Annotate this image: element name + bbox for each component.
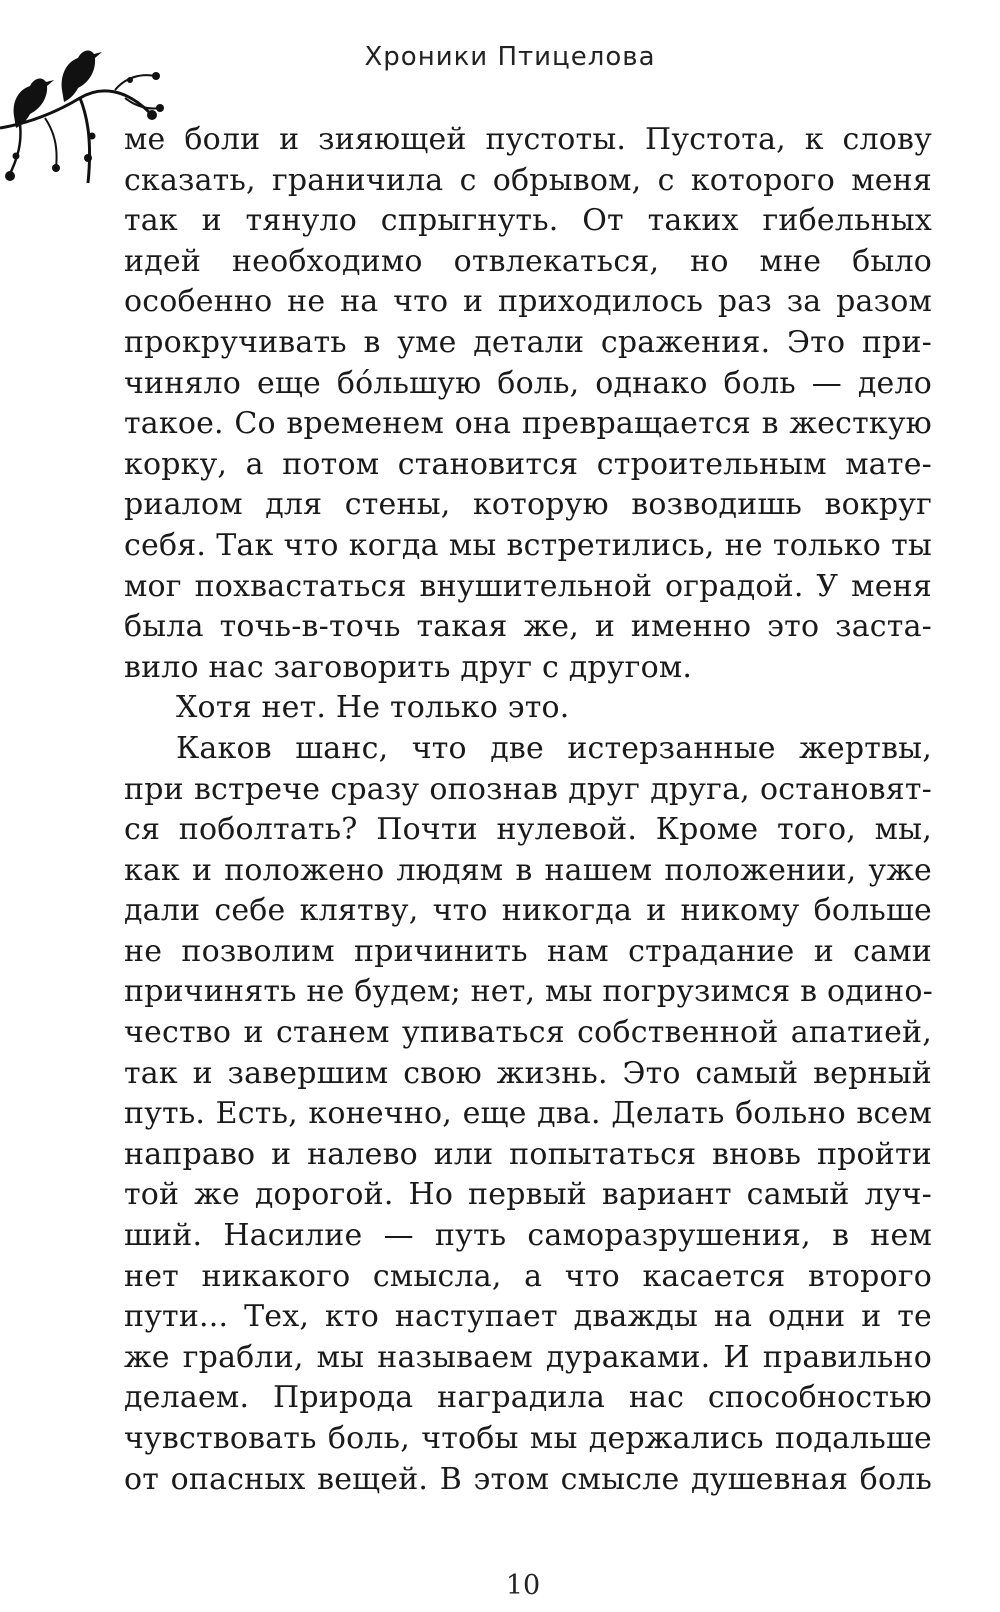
text-line: ся поболтать? Почти нулевой. Кроме того, мы, — [124, 812, 932, 848]
text-line: чиняло еще бóльшую боль, однако боль — дело — [124, 365, 932, 401]
text-line: так и тянуло спрыгнуть. От таких гибельных — [124, 203, 932, 239]
text-line: прокручивать в уме детали сражения. Это при- — [124, 324, 932, 360]
text-line: так и завершим свою жизнь. Это самый верный — [124, 1055, 932, 1091]
text-line: сказать, граничила с обрывом, с которого меня — [124, 162, 932, 198]
text-line: от опасных вещей. В этом смысле душевная боль — [124, 1461, 932, 1497]
text-line: не позволим причинить нам страдание и сами — [124, 933, 932, 969]
text-line: Хотя нет. Не только это. — [176, 690, 570, 726]
text-line: пути... Тех, кто наступает дважды на одни и те — [124, 1299, 932, 1335]
text-line: делаем. Природа наградила нас способностью — [124, 1380, 932, 1416]
text-line: путь. Есть, конечно, еще два. Делать больно всем — [124, 1096, 932, 1132]
text-line: же грабли, мы называем дураками. И правильно — [124, 1339, 932, 1375]
text-line: направо и налево или попытаться вновь пройти — [124, 1136, 932, 1172]
text-line: вило нас заговорить друг с другом. — [124, 649, 693, 685]
text-line: как и положено людям в нашем положении, уже — [124, 852, 932, 888]
text-line: причинять не будем; нет, мы погрузимся в одино- — [124, 974, 933, 1010]
text-line: при встрече сразу опознав друг друга, остановят- — [124, 771, 932, 807]
text-line: дали себе клятву, что никогда и никому больше — [124, 893, 932, 929]
text-line: идей необходимо отвлекаться, но мне было — [124, 243, 932, 279]
text-line: чество и станем упиваться собственной апатией, — [124, 1015, 932, 1051]
text-line: была точь-в-точь такая же, и именно это заста- — [124, 609, 932, 645]
text-line: такое. Со временем она превращается в жесткую — [124, 406, 932, 442]
body-text — [124, 120, 932, 1500]
page-number: 10 — [505, 1570, 541, 1601]
running-head: Хроники Птицелова — [364, 42, 656, 72]
text-line: Каков шанс, что две истерзанные жертвы, — [176, 730, 932, 766]
text-line: риалом для стены, которую возводишь вокруг — [124, 487, 932, 523]
text-line: корку, а потом становится строительным мате- — [124, 446, 932, 482]
text-line: ший. Насилие — путь саморазрушения, в нем — [124, 1218, 932, 1254]
text-line: особенно не на что и приходилось раз за разом — [124, 284, 932, 320]
text-line: нет никакого смысла, а что касается второго — [124, 1258, 932, 1294]
text-line: той же дорогой. Но первый вариант самый луч- — [124, 1177, 932, 1213]
text-line: себя. Так что когда мы встретились, не только ты — [124, 527, 932, 563]
text-line: чувствовать боль, чтобы мы держались подальше — [124, 1421, 932, 1456]
text-line: ме боли и зияющей пустоты. Пустота, к слову — [124, 122, 932, 157]
text-line: мог похвастаться внушительной оградой. У меня — [124, 568, 932, 604]
